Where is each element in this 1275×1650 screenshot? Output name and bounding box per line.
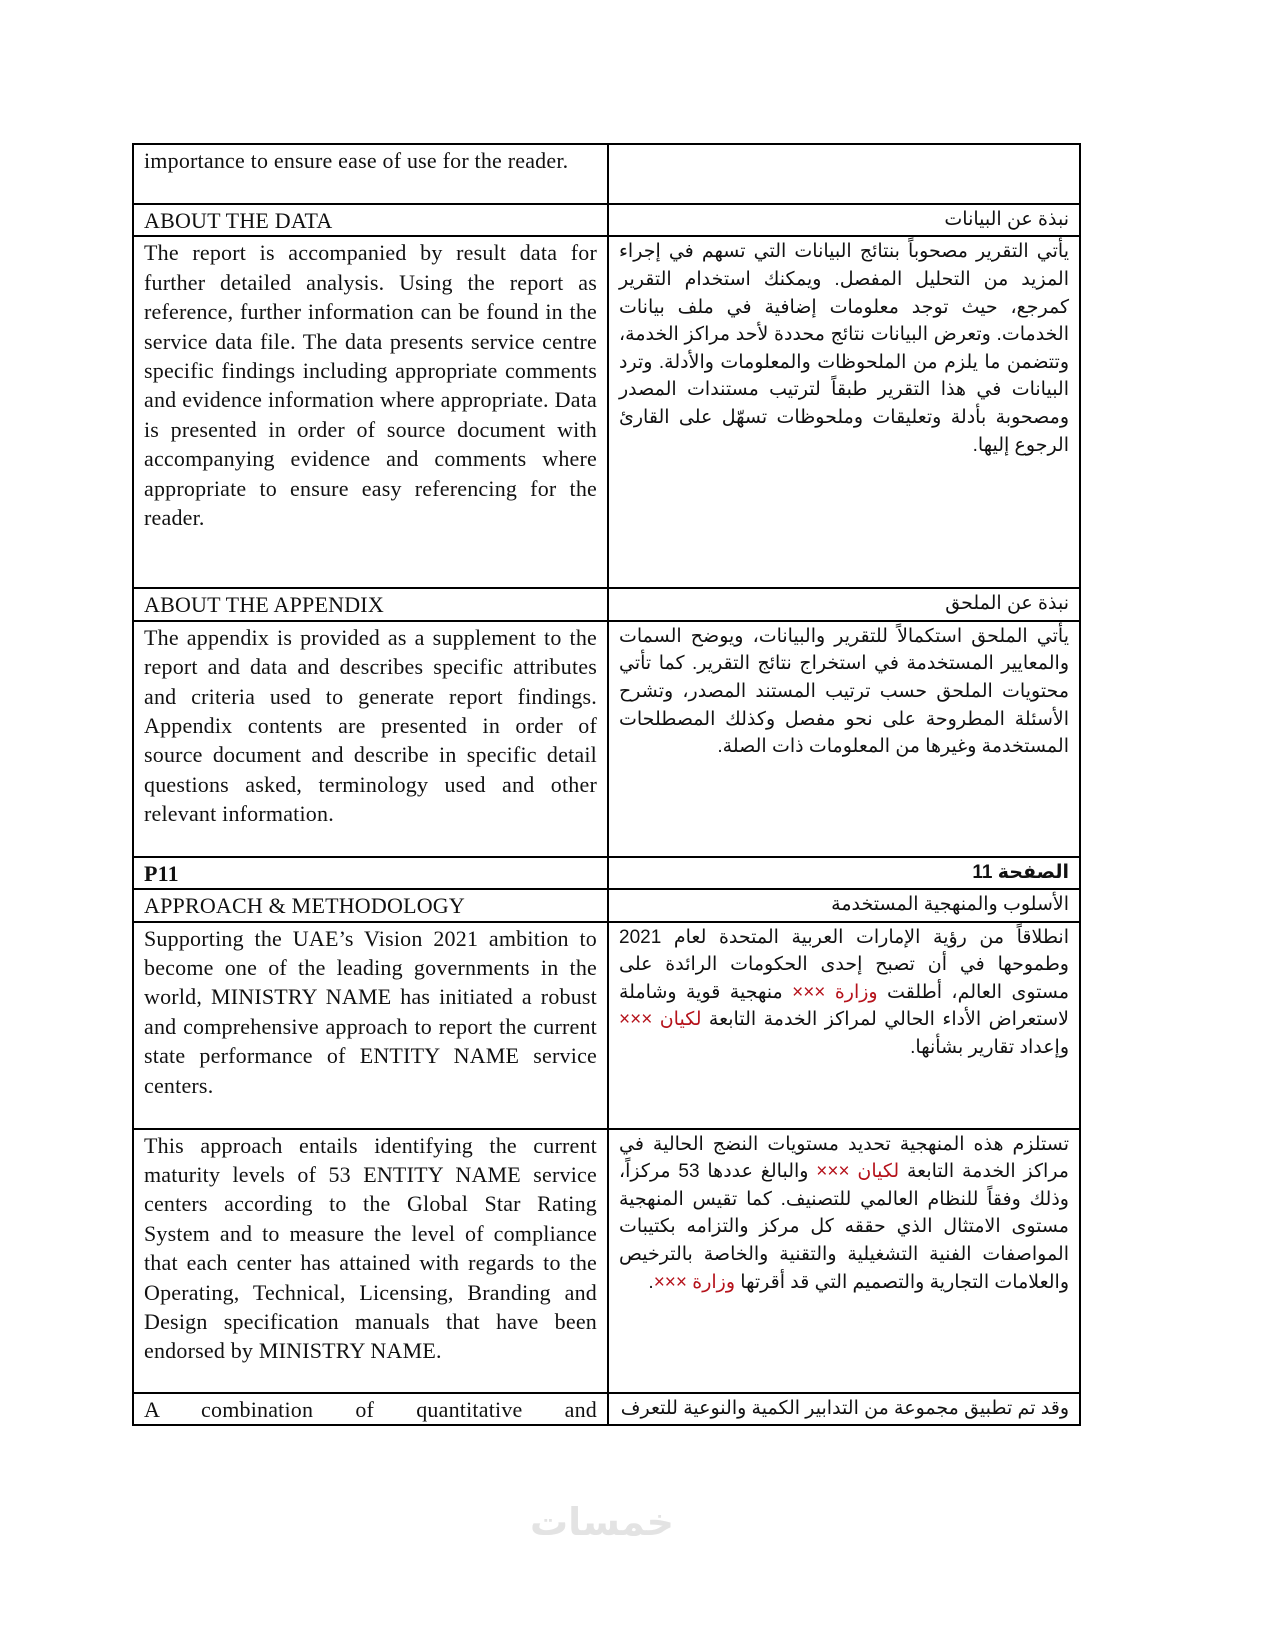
arabic-heading: نبذة عن البيانات: [608, 204, 1080, 236]
page-marker-row: [133, 857, 1080, 889]
arabic-cell: [608, 1129, 1080, 1393]
text-segment: تستلزم هذه المنهجية تحديد مستويات النضج الحالية في مراكز الخدمة التابعة: [619, 1133, 1069, 1183]
english-cell: This approach entails identifying the current maturity levels of 53 ENTITY NAME service centers according to the Global Star Rating System and to measure the level of compliance that each center has attained with regards to the Operating, Technical, Licensing, Branding and Design specification manuals that have been endorsed by MINISTRY NAME.: [133, 1129, 608, 1393]
english-cell: The report is accompanied by result data for further detailed analysis. Using the report as reference, further information can be found in the service data file. The data presents service centre specific findings including appropriate comments and evidence information where appropriate. Data is presented in order of source document with accompanying evidence and comments where appropriate to ensure easy referencing for the reader.: [133, 236, 608, 588]
section-header-row: [133, 204, 1080, 236]
text-segment: والبالغ عددها 53 مركزاً، وذلك وفقاً للنظام العالمي للتصنيف. كما تقيس المنهجية مستوى الامتثال الذي حققه كل مركز والتزامه بكتيبات المواصفات الفنية التشغيلية والتقنية والخاصة بالترخيص والعلامات التجارية والتصميم التي قد أقرتها: [619, 1161, 1069, 1293]
table-row: [133, 144, 1080, 204]
placeholder-ministry: وزارة ×××: [792, 981, 878, 1003]
section-header-row: [133, 889, 1080, 921]
english-cell: importance to ensure ease of use for the reader.: [133, 144, 608, 204]
placeholder-entity: لكيان ×××: [816, 1161, 900, 1183]
english-heading: ABOUT THE APPENDIX: [133, 588, 608, 620]
table-row: [133, 1129, 1080, 1393]
page-label-english: P11: [133, 857, 608, 889]
section-header-row: [133, 588, 1080, 620]
arabic-cell: يأتي الملحق استكمالاً للتقرير والبيانات، ويوضح السمات والمعايير المستخدمة في استخراج نتائج التقرير. كما تأتي محتويات الملحق حسب ترتيب المستند المصدر، وتشرح الأسئلة المطروحة على نحو مفصل وكذلك المصطلحات المستخدمة وغيرها من المعلومات ذات الصلة.: [608, 621, 1080, 857]
text-segment: منهجية قوية وشاملة لاستعراض الأداء الحالي لمراكز الخدمة التابعة: [619, 981, 1069, 1031]
bilingual-table: [132, 143, 1081, 1426]
arabic-cell: [608, 144, 1080, 204]
text-segment: وإعداد تقارير بشأنها.: [910, 1037, 1069, 1058]
arabic-cell: يأتي التقرير مصحوباً بنتائج البيانات التي تسهم في إجراء المزيد من التحليل المفصل. ويمكنك استخدام التقرير كمرجع، حيث توجد معلومات إضافية في ملف بيانات الخدمات. وتعرض البيانات نتائج محددة لأحد مراكز الخدمة، وتتضمن ما يلزم من الملحوظات والمعلومات والأدلة. وترد البيانات في هذا التقرير طبقاً لترتيب مستندات المصدر ومصحوبة بأدلة وتعليقات وملحوظات تسهّل على القارئ الرجوع إليها.: [608, 236, 1080, 588]
text-segment: .: [648, 1271, 654, 1293]
english-cell: A combination of quantitative and: [133, 1393, 608, 1425]
english-heading: APPROACH & METHODOLOGY: [133, 889, 608, 921]
english-heading: ABOUT THE DATA: [133, 204, 608, 236]
page-label-arabic: الصفحة 11: [608, 857, 1080, 889]
table-row: [133, 1393, 1080, 1425]
arabic-cell: وقد تم تطبيق مجموعة من التدابير الكمية والنوعية للتعرف: [608, 1393, 1080, 1425]
table-row: [133, 621, 1080, 857]
arabic-cell: [608, 922, 1080, 1129]
text-segment: انطلاقاً من رؤية الإمارات العربية المتحدة لعام 2021 وطموحها في أن تصبح إحدى الحكومات الرائدة على مستوى العالم، أطلقت: [619, 926, 1070, 1003]
arabic-heading: الأسلوب والمنهجية المستخدمة: [608, 889, 1080, 921]
english-cell: The appendix is provided as a supplement to the report and data and describes specific attributes and criteria used to generate report findings. Appendix contents are presented in order of source document and describe in specific detail questions asked, terminology used and other relevant information.: [133, 621, 608, 857]
arabic-heading: نبذة عن الملحق: [608, 588, 1080, 620]
table-row: [133, 922, 1080, 1129]
placeholder-entity: لكيان ×××: [619, 1009, 702, 1031]
english-cell: Supporting the UAE’s Vision 2021 ambition to become one of the leading governments in the world, MINISTRY NAME has initiated a robust and comprehensive approach to report the current state performance of ENTITY NAME service centers.: [133, 922, 608, 1129]
placeholder-ministry: وزارة ×××: [653, 1271, 736, 1293]
table-row: [133, 236, 1080, 588]
watermark-logo: خمسات: [530, 1500, 674, 1544]
